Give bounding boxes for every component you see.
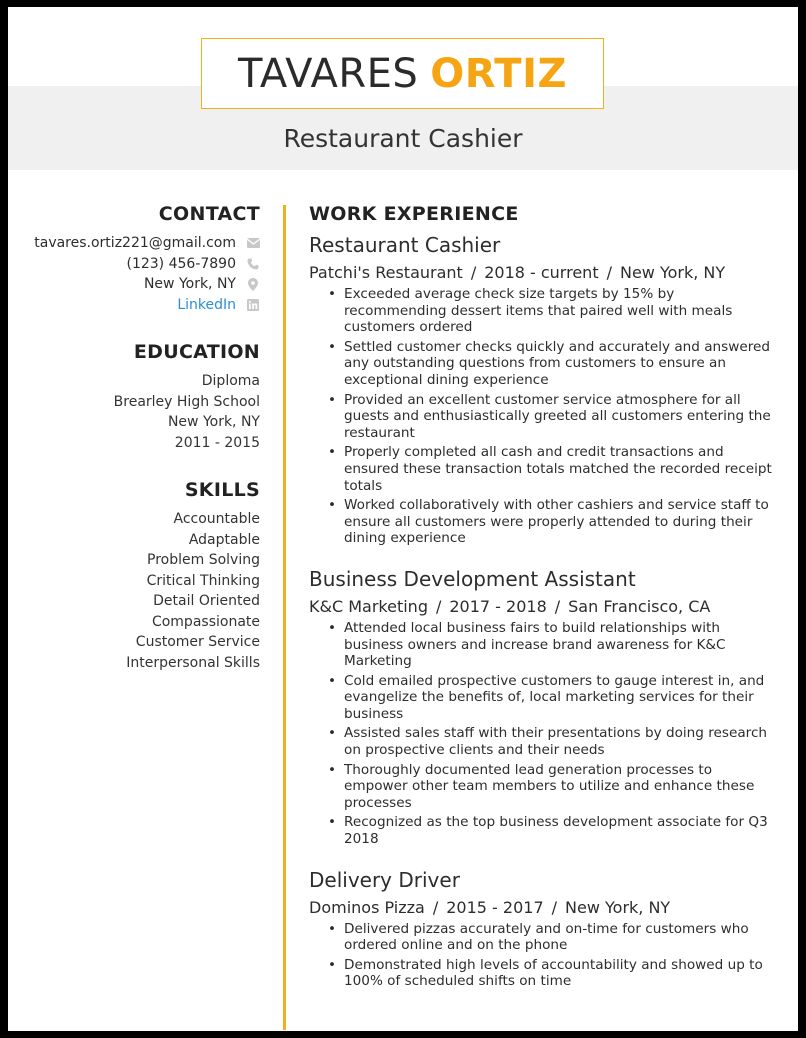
- job-bullet: • Settled customer checks quickly and accurately and answered any outstanding questions from customers to ensure an exceptional dining experience: [344, 339, 779, 389]
- skills-section: [28, 479, 260, 673]
- job-bullet: • Delivered pizzas accurately and on-time for customers who ordered online and on the phone: [344, 921, 779, 954]
- education-line: New York, NY: [167, 414, 260, 430]
- contact-heading: CONTACT: [158, 203, 260, 225]
- email-row[interactable]: [28, 233, 260, 254]
- job-entry: [309, 868, 779, 990]
- job-bullet: • Demonstrated high levels of accountability and showed up to 100% of scheduled shifts on time: [344, 957, 779, 990]
- location-row: [28, 274, 260, 295]
- skill-item: Problem Solving: [147, 552, 260, 568]
- job-bullet: • Cold emailed prospective customers to gauge interest in, and evangelize the benefits of, local marketing services for their business: [344, 673, 779, 723]
- envelope-icon: [246, 238, 260, 248]
- skill-item: Compassionate: [151, 613, 260, 630]
- job-company: Patchi's Restaurant: [309, 263, 463, 282]
- right-column: [309, 203, 779, 1010]
- email-text[interactable]: tavares.ortiz221@gmail.com: [34, 235, 236, 251]
- skill-item: Detail Oriented: [153, 593, 260, 609]
- column-divider: [283, 205, 286, 1030]
- job-role: Business Development Assistant: [309, 566, 636, 591]
- education-line: 2011 - 2015: [174, 434, 260, 451]
- resume-page: [8, 7, 798, 1031]
- job-bullet: • Thoroughly documented lead generation processes to empower other team members to utilize and enhance these processes: [344, 762, 779, 812]
- job-bullet: • Exceeded average check size targets by 15% by recommending dessert items that paired well with meals customers ordered: [344, 286, 779, 336]
- skill-item: Interpersonal Skills: [126, 654, 260, 671]
- linkedin-icon: [246, 299, 260, 311]
- map-pin-icon: [246, 278, 260, 291]
- job-entry: [309, 567, 779, 848]
- first-name: TAVARES: [238, 50, 419, 97]
- job-entry: [309, 233, 779, 547]
- job-meta: K&C Marketing / 2017 - 2018 / San Francisco, CA: [309, 596, 711, 616]
- job-meta: Patchi's Restaurant / 2018 - current / New York, NY: [309, 263, 726, 282]
- job-dates: 2015 - 2017: [446, 897, 544, 917]
- education-line: Brearley High School: [113, 393, 260, 410]
- work-heading: WORK EXPERIENCE: [309, 203, 519, 225]
- name-box: [201, 38, 604, 109]
- job-role: Delivery Driver: [309, 867, 460, 892]
- job-title: Restaurant Cashier: [283, 124, 523, 153]
- job-bullet: • Properly completed all cash and credit transactions and ensured these transaction totals matched the recorded receipt totals: [344, 444, 779, 494]
- last-name: ORTIZ: [430, 50, 567, 97]
- job-company: K&C Marketing: [309, 596, 428, 616]
- linkedin-row[interactable]: [28, 295, 260, 316]
- job-meta: Dominos Pizza / 2015 - 2017 / New York, NY: [309, 897, 671, 917]
- job-location: New York, NY: [565, 897, 671, 917]
- left-column: [28, 203, 260, 699]
- education-line: Diploma: [201, 373, 260, 389]
- skill-item: Accountable: [173, 511, 260, 527]
- skill-item: Adaptable: [188, 531, 260, 548]
- job-role: Restaurant Cashier: [309, 233, 501, 257]
- education-heading: EDUCATION: [133, 341, 260, 363]
- job-bullets: [309, 286, 779, 547]
- phone-row[interactable]: [28, 254, 260, 275]
- job-location: New York, NY: [619, 263, 726, 282]
- phone-icon: [246, 258, 260, 270]
- job-bullets: [309, 620, 779, 848]
- skill-item: Critical Thinking: [146, 572, 260, 589]
- linkedin-link[interactable]: LinkedIn: [177, 296, 236, 313]
- job-location: San Francisco, CA: [568, 596, 711, 616]
- education-section: [28, 341, 260, 453]
- job-bullet: • Recognized as the top business development associate for Q3 2018: [344, 814, 779, 847]
- skill-item: Customer Service: [135, 634, 260, 650]
- job-bullet: • Attended local business fairs to build relationships with business owners and increase brand awareness for K&C Marketing: [344, 620, 779, 670]
- job-bullet: • Provided an excellent customer service atmosphere for all guests and enthusiastically greeted all customers entering the restaurant: [344, 392, 779, 442]
- job-dates: 2017 - 2018: [449, 596, 547, 616]
- location-text: New York, NY: [143, 276, 236, 292]
- job-bullet: • Worked collaboratively with other cashiers and service staff to ensure all customers were properly attended to during their dining experience: [344, 497, 779, 547]
- job-dates: 2018 - current: [484, 263, 599, 282]
- contact-section: [28, 203, 260, 315]
- job-bullets: [309, 921, 779, 990]
- job-company: Dominos Pizza: [309, 897, 425, 917]
- job-bullet: • Assisted sales staff with their presentations by doing research on prospective clients and their needs: [344, 725, 779, 758]
- phone-text[interactable]: (123) 456-7890: [126, 255, 236, 272]
- skills-heading: SKILLS: [184, 479, 260, 501]
